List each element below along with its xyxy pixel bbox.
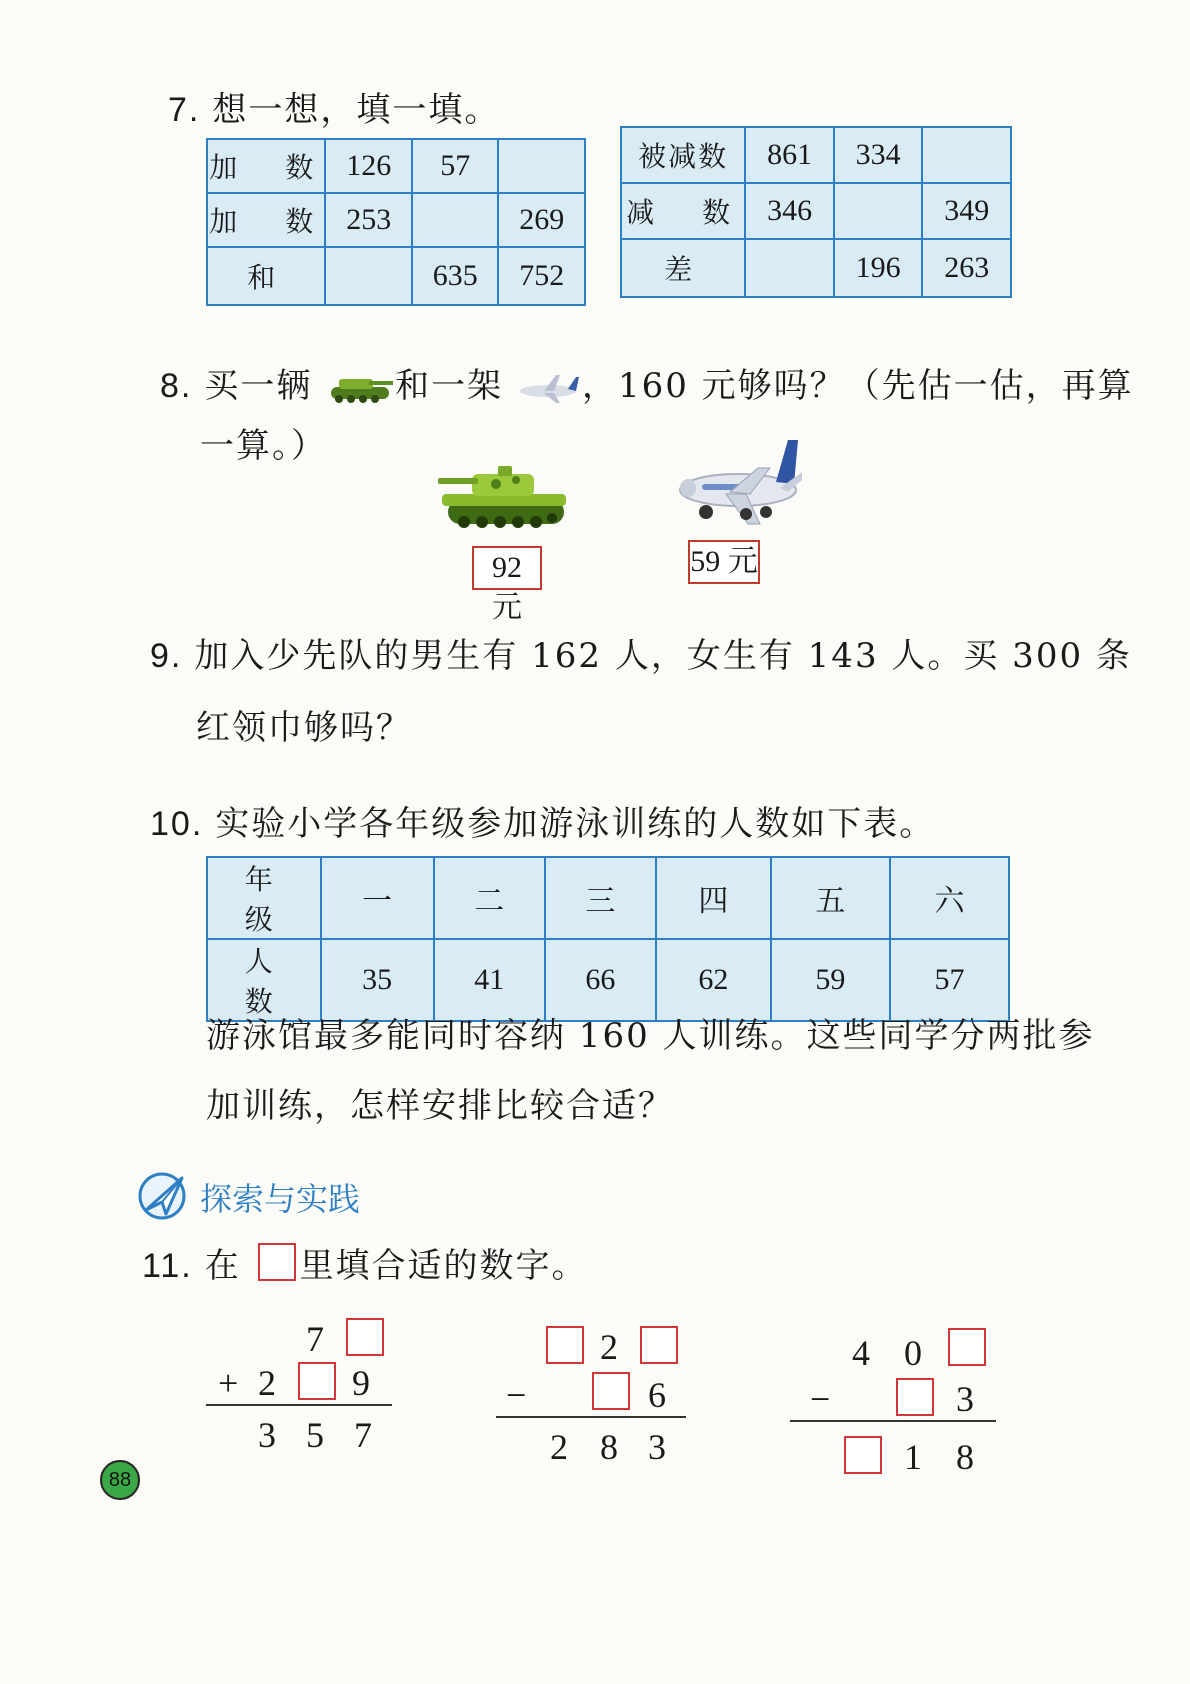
airplane-price: 59 元 (688, 540, 760, 584)
grade-cell: 四 (656, 857, 771, 939)
sub-cell-blank[interactable] (922, 127, 1011, 183)
q8-text-a: 买一辆 (204, 366, 313, 406)
q7-prompt (168, 82, 500, 131)
sub-cell: 349 (922, 183, 1011, 239)
count-cell: 57 (890, 939, 1009, 1021)
grade-cell: 五 (771, 857, 890, 939)
add-cell: 635 (412, 247, 499, 305)
p1-res-digit: 5 (306, 1415, 324, 1455)
p1-line (206, 1404, 392, 1406)
grade-cell: 一 (321, 857, 434, 939)
tank-icon (325, 371, 395, 405)
p3-top-digit: 0 (904, 1333, 922, 1373)
p3-operator: − (810, 1379, 831, 1419)
p3-res-blank[interactable] (844, 1436, 882, 1474)
p1-res-digit: 7 (354, 1415, 372, 1455)
p2-mid-blank[interactable] (592, 1372, 630, 1410)
p2-top-blank-2[interactable] (640, 1326, 678, 1364)
add-cell-blank[interactable] (412, 193, 499, 247)
q8-text-b: 和一架 (395, 366, 504, 406)
sub-row3-label: 差 (621, 239, 745, 297)
p1-mid-blank[interactable] (298, 1362, 336, 1400)
add-cell-blank[interactable] (498, 139, 585, 193)
page-number: 88 (100, 1460, 140, 1500)
add-cell: 126 (325, 139, 412, 193)
p1-mid-digit: 9 (352, 1363, 370, 1403)
p3-top-blank[interactable] (948, 1328, 986, 1366)
p1-operator: + (218, 1363, 239, 1403)
p3-mid-digit: 3 (956, 1379, 974, 1419)
q9-number: 9. (150, 637, 183, 675)
q11-prompt (142, 1238, 588, 1287)
q8-prompt (160, 358, 1134, 407)
grade-cell: 三 (545, 857, 656, 939)
sub-row1-label: 被减数 (621, 127, 745, 183)
p2-res-digit: 3 (648, 1427, 666, 1467)
p3-res-digit: 8 (956, 1437, 974, 1477)
p2-res-digit: 2 (550, 1427, 568, 1467)
add-row2-label: 加 数 (207, 193, 325, 247)
q9-line2: 红领巾够吗？ (196, 708, 412, 748)
q7-number: 7. (168, 91, 201, 129)
count-cell: 62 (656, 939, 771, 1021)
q10-number: 10. (150, 805, 204, 843)
add-cell-blank[interactable] (325, 247, 412, 305)
q10-line1: 游泳馆最多能同时容纳 160 人训练。这些同学分两批参 (206, 1016, 1095, 1056)
q10-line2: 加训练，怎样安排比较合适？ (206, 1086, 674, 1126)
p2-top-blank-1[interactable] (546, 1326, 584, 1364)
sub-cell-blank[interactable] (834, 183, 923, 239)
sub-cell: 346 (745, 183, 834, 239)
q8-text-c: ，160 元够吗？（先估一估，再算 (581, 366, 1134, 406)
q11-blank-box-icon (258, 1243, 296, 1281)
q8-text-d: 一算。） (200, 426, 327, 466)
p3-res-digit: 1 (904, 1437, 922, 1477)
add-row1-label: 加 数 (207, 139, 325, 193)
subtraction-table (620, 126, 1012, 298)
add-cell: 253 (325, 193, 412, 247)
p2-mid-digit: 6 (648, 1375, 666, 1415)
sub-row2-label: 减 数 (621, 183, 745, 239)
count-label: 人 数 (207, 939, 321, 1021)
count-cell: 66 (545, 939, 656, 1021)
grade-cell: 二 (434, 857, 545, 939)
p3-mid-blank[interactable] (896, 1378, 934, 1416)
p2-operator: − (506, 1375, 527, 1415)
p1-mid-digit: 2 (258, 1363, 276, 1403)
count-cell: 35 (321, 939, 434, 1021)
p1-res-digit: 3 (258, 1415, 276, 1455)
p3-top-digit: 4 (852, 1333, 870, 1373)
p2-res-digit: 8 (600, 1427, 618, 1467)
add-cell: 269 (498, 193, 585, 247)
p3-line (790, 1420, 996, 1422)
p1-top-digit: 7 (306, 1319, 324, 1359)
explore-icon (136, 1170, 190, 1222)
sub-cell: 196 (834, 239, 923, 297)
q10-prompt (150, 796, 935, 845)
sub-cell: 334 (834, 127, 923, 183)
tank-image (436, 456, 570, 538)
airplane-image (676, 432, 804, 534)
addition-table (206, 138, 586, 306)
p2-line (496, 1416, 686, 1418)
add-cell: 752 (498, 247, 585, 305)
count-cell: 41 (434, 939, 545, 1021)
q9-line1 (150, 628, 1132, 677)
grade-cell: 六 (890, 857, 1009, 939)
p1-top-blank[interactable] (346, 1318, 384, 1356)
tank-price: 92 元 (472, 546, 542, 590)
sub-cell: 263 (922, 239, 1011, 297)
q7-text: 想一想，填一填。 (212, 90, 501, 130)
q11-text-a: 在 (204, 1246, 241, 1286)
q11-number: 11. (142, 1247, 193, 1285)
section-title: 探索与实践 (200, 1180, 361, 1218)
sub-cell-blank[interactable] (745, 239, 834, 297)
q8-number: 8. (160, 367, 193, 405)
q11-text-b: 里填合适的数字。 (299, 1246, 588, 1286)
swim-table (206, 856, 1010, 1022)
grade-label: 年 级 (207, 857, 321, 939)
q9-text-1: 加入少先队的男生有 162 人，女生有 143 人。买 300 条 (194, 636, 1132, 676)
add-row3-label: 和 (207, 247, 325, 305)
q10-text: 实验小学各年级参加游泳训练的人数如下表。 (215, 804, 936, 844)
airplane-icon (516, 371, 582, 405)
sub-cell: 861 (745, 127, 834, 183)
add-cell: 57 (412, 139, 499, 193)
p2-top-digit: 2 (600, 1327, 618, 1367)
count-cell: 59 (771, 939, 890, 1021)
